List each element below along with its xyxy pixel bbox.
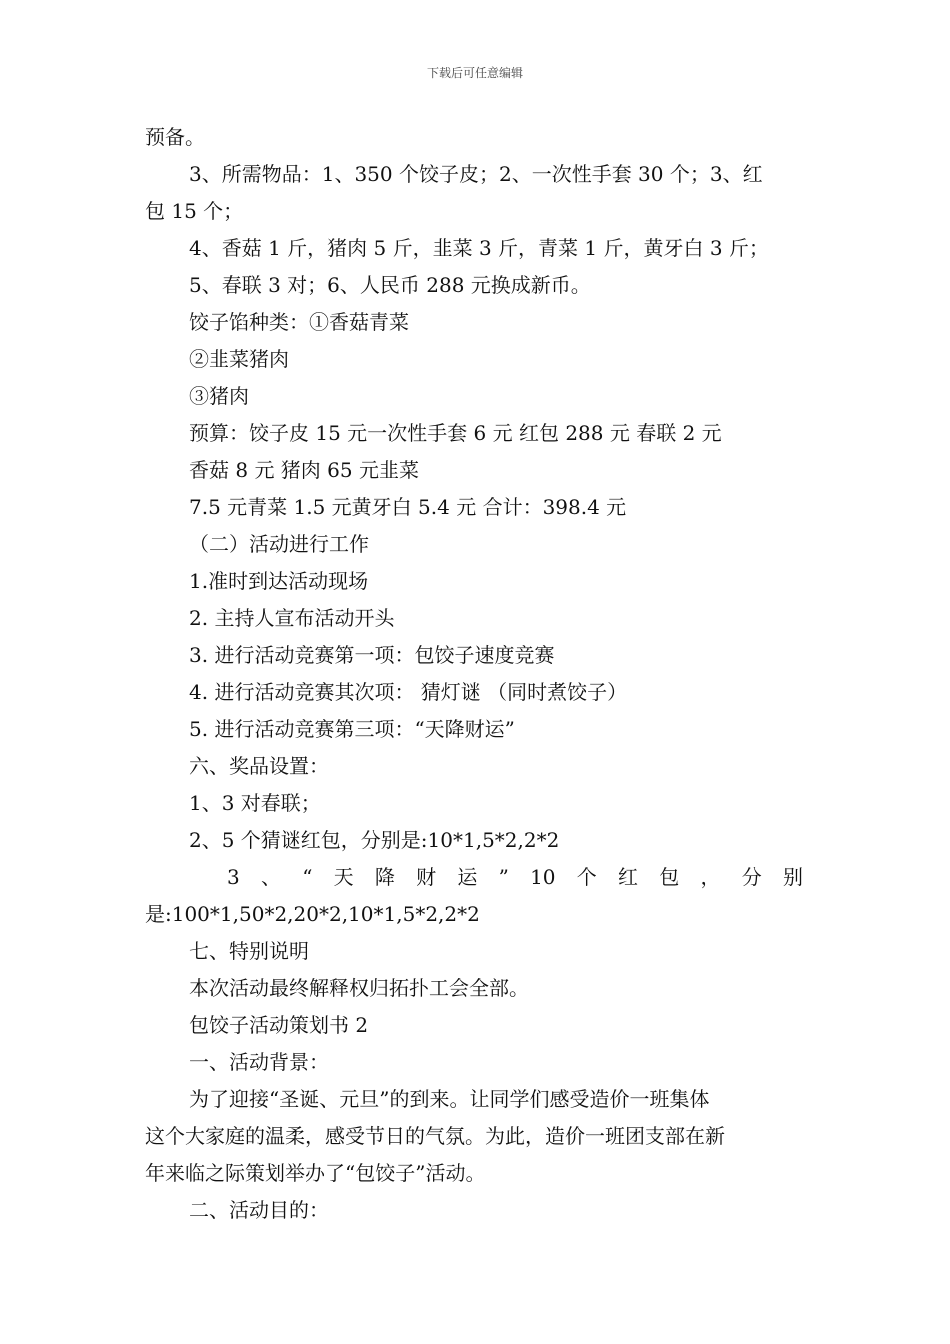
text-line: 4、香菇 1 斤，猪肉 5 斤，韭菜 3 斤，青菜 1 斤，黄牙白 3 斤； bbox=[189, 236, 769, 260]
text-line: ③猪肉 bbox=[189, 384, 249, 408]
text-line: 4. 进行活动竞赛其次项： 猜灯谜 （同时煮饺子） bbox=[189, 680, 628, 704]
text-line: 预备。 bbox=[145, 125, 205, 149]
word: 分 bbox=[741, 865, 762, 889]
word: 财 bbox=[416, 865, 437, 889]
word: 个 bbox=[576, 865, 597, 889]
text-line: 为了迎接“圣诞、元旦”的到来。让同学们感受造价一班集体 bbox=[189, 1087, 710, 1111]
word: 、 bbox=[260, 865, 281, 889]
text-line: 预算：饺子皮 15 元一次性手套 6 元 红包 288 元 春联 2 元 bbox=[189, 421, 722, 445]
text-line: 3、所需物品：1、350 个饺子皮；2、一次性手套 30 个；3、红 bbox=[189, 162, 763, 186]
text-line: 1.准时到达活动现场 bbox=[189, 569, 369, 593]
text-line: 1、3 对春联； bbox=[189, 791, 321, 815]
text-line: 本次活动最终解释权归拓扑工会全部。 bbox=[189, 976, 529, 1000]
text-line: 这个大家庭的温柔，感受节日的气氛。为此，造价一班团支部在新 bbox=[145, 1124, 725, 1148]
word: “ bbox=[302, 865, 313, 889]
word: ， bbox=[700, 865, 721, 889]
text-line: 7.5 元青菜 1.5 元黄牙白 5.4 元 合计：398.4 元 bbox=[189, 495, 627, 519]
section-heading: 二、活动目的： bbox=[189, 1198, 329, 1222]
text-line: 香菇 8 元 猪肉 65 元韭菜 bbox=[189, 458, 419, 482]
text-line: 5. 进行活动竞赛第三项：“天降财运” bbox=[189, 717, 515, 741]
section-heading: 七、特别说明 bbox=[189, 939, 309, 963]
text-line: 年来临之际策划举办了“包饺子”活动。 bbox=[145, 1161, 486, 1185]
text-line: 饺子馅种类：①香菇青菜 bbox=[189, 310, 409, 334]
word: 别 bbox=[782, 865, 803, 889]
text-line: ②韭菜猪肉 bbox=[189, 347, 289, 371]
page-header: 下载后可任意编辑 bbox=[426, 66, 523, 80]
text-line: 2. 主持人宣布活动开头 bbox=[189, 606, 395, 630]
word: 运 bbox=[457, 865, 478, 889]
text-line: 3. 进行活动竞赛第一项：包饺子速度竞赛 bbox=[189, 643, 555, 667]
document-body bbox=[145, 119, 805, 1229]
word: 包 bbox=[659, 865, 680, 889]
word: 3 bbox=[227, 865, 240, 889]
text-line: 5、春联 3 对；6、人民币 288 元换成新币。 bbox=[189, 273, 591, 297]
text-line: 包 15 个； bbox=[145, 199, 244, 223]
document-subtitle: 包饺子活动策划书 2 bbox=[189, 1013, 369, 1037]
section-heading: 一、活动背景： bbox=[189, 1050, 329, 1074]
section-heading: （二）活动进行工作 bbox=[189, 532, 369, 556]
text-line: 是:100*1,50*2,20*2,10*1,5*2,2*2 bbox=[145, 902, 480, 926]
word: 红 bbox=[618, 865, 638, 889]
word: 天 bbox=[333, 865, 354, 889]
justified-line bbox=[145, 859, 805, 896]
word: 10 bbox=[530, 865, 556, 889]
word: ” bbox=[498, 865, 509, 889]
section-heading: 六、奖品设置： bbox=[189, 754, 329, 778]
text-line: 2、5 个猜谜红包，分别是:10*1,5*2,2*2 bbox=[189, 828, 560, 852]
word: 降 bbox=[374, 865, 395, 889]
